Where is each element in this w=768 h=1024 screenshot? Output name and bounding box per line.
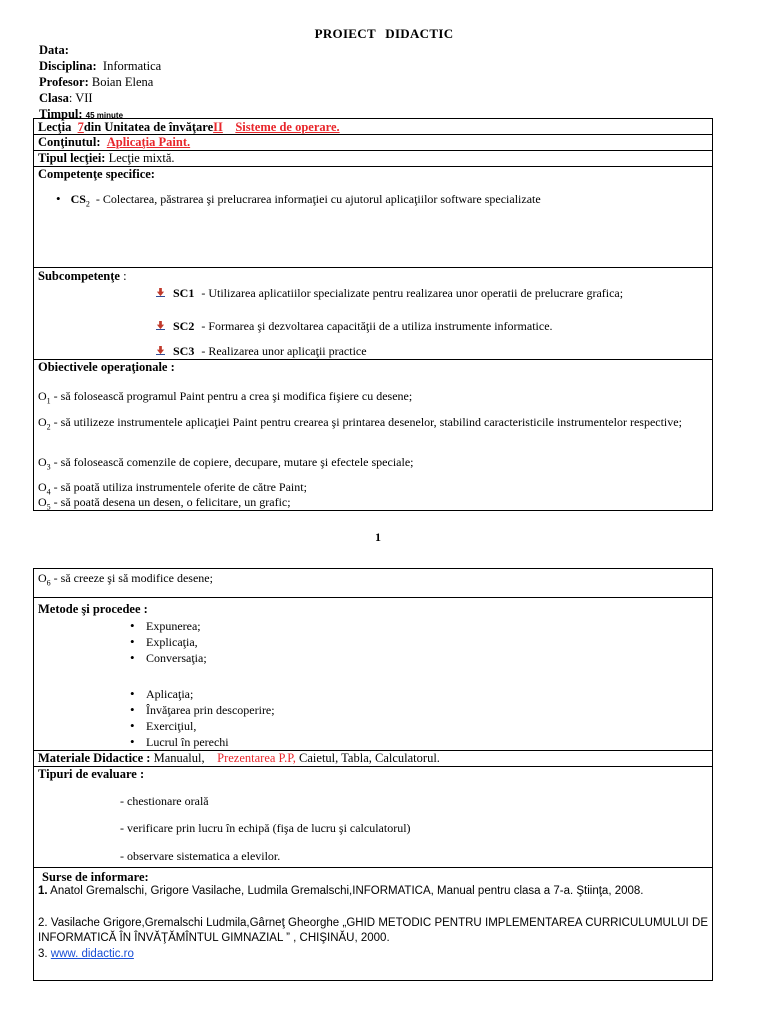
evaluation-item-1: - chestionare orală — [120, 794, 209, 808]
unit-name: Sisteme de operare. — [235, 120, 340, 134]
materials-row: Materiale Didactice : Manualul, Prezentarea P.P, Caietul, Tabla, Calculatorul. — [38, 751, 440, 765]
sources-label: Surse de informare: — [42, 870, 149, 884]
arrow-bullet-icon — [156, 288, 165, 297]
teacher-line — [39, 74, 161, 90]
subcompetence-item-1: SC1 - Utilizarea aplicatiilor specializate pentru realizarea unor operatii de prelucrare grafica; — [156, 286, 623, 301]
competence-text: - Colectarea, păstrarea şi prelucrarea informaţiei cu ajutorul aplicaţiilor software specializate — [95, 192, 541, 206]
didactic-link[interactable]: www. didactic.ro — [50, 948, 134, 960]
list-item: • Aplicaţia; — [130, 686, 275, 702]
content-label: Conţinutul: — [38, 135, 101, 149]
methods-list-2 — [130, 686, 275, 750]
list-item: • Expunerea; — [130, 618, 207, 634]
date-line — [39, 42, 161, 58]
discipline-value: Informatica — [102, 59, 162, 73]
list-item: • Explicaţia, — [130, 634, 207, 650]
subcompetence-item-3: SC3 - Realizarea unor aplicaţii practice — [156, 344, 367, 359]
content-row — [38, 135, 190, 150]
objective-item-2: $O_2$ - să utilizeze instrumentele aplicaţiei Paint pentru crearea şi printarea desenelor, stabilind caracteristicile instrumentelor respective; — [38, 415, 682, 432]
teacher-value: Boian Elena — [91, 75, 154, 89]
objective-item-6: $O_6$ - să creeze şi să modifice desene; — [38, 571, 213, 588]
arrow-bullet-icon — [156, 321, 165, 330]
competences-label: Competenţe specifice: — [38, 167, 155, 181]
methods-list-1 — [130, 618, 207, 666]
lesson-label: Lecţia — [38, 120, 72, 134]
date-label: Data: — [39, 43, 69, 57]
lesson-type-value: Lecţie mixtă. — [108, 151, 175, 165]
lesson-table-page1 — [33, 118, 713, 511]
source-item-3: 3. www. didactic.ro — [38, 948, 134, 960]
content-value: Aplicaţia Paint. — [106, 135, 191, 149]
list-item: • Învăţarea prin descoperire; — [130, 702, 275, 718]
page-number: 1 — [375, 530, 381, 544]
class-line — [39, 90, 161, 106]
competence-item: • $CS_2$ - Colectarea, păstrarea şi prelucrarea informaţiei cu ajutorul aplicaţiilor software specializate — [56, 191, 541, 209]
materials-label: Materiale Didactice : — [38, 751, 151, 765]
class-label: Clasa — [39, 91, 69, 105]
objective-item-5: $O_5$ - să poată desena un desen, o felicitare, un grafic; — [38, 495, 291, 512]
evaluation-label: Tipuri de evaluare : — [38, 767, 145, 781]
unit-number: II — [213, 120, 223, 134]
list-item: • Conversaţia; — [130, 650, 207, 666]
discipline-line — [39, 58, 161, 74]
subcompetences-label: Subcompetenţe : — [38, 269, 127, 283]
lesson-row — [38, 120, 340, 135]
source-item-1: 1. Anatol Gremalschi, Grigore Vasilache, Ludmila Gremalschi,INFORMATICA, Manual pentru clasa a 7-a. Ştiinţa, 2008. — [38, 885, 644, 897]
lesson-table-page2 — [33, 568, 713, 981]
source-item-2: 2. Vasilache Grigore,Gremalschi Ludmila,Gârneţ Gheorghe „GHID METODIC PENTRU IMPLEMENTAREA CURRICULUMULUI DE INFORMATICĂ ÎN ÎNVĂŢĂMÎNTUL GIMNAZIAL ” , CHIŞINĂU, 2000. — [38, 917, 708, 944]
class-value: : VII — [68, 91, 93, 105]
discipline-label: Disciplina: — [39, 59, 97, 73]
objectives-label: Obiectivele operaţionale : — [38, 360, 175, 374]
unit-label: din Unitatea de învăţare — [83, 120, 214, 134]
lesson-type-label: Tipul lecţiei: — [38, 151, 106, 165]
objective-item-3: $O_3$ - să folosească comenzile de copiere, decupare, mutare şi efectele speciale; — [38, 455, 414, 472]
methods-label: Metode şi procedee : — [38, 602, 148, 616]
teacher-label: Profesor: — [39, 75, 89, 89]
list-item: • Exerciţiul, — [130, 718, 275, 734]
header-block — [39, 42, 161, 124]
objective-item-1: $O_1$ - să folosească programul Paint pentru a crea şi modifica fişiere cu desene; — [38, 389, 413, 406]
list-item: • Lucrul în perechi — [130, 734, 275, 750]
document-title: PROIECT DIDACTIC — [314, 26, 454, 41]
lesson-type-row — [38, 151, 175, 166]
time-value: 45 minute — [85, 111, 124, 120]
evaluation-item-2: - verificare prin lucru în echipă (fişa de lucru şi calculatorul) — [120, 821, 411, 835]
arrow-bullet-icon — [156, 346, 165, 355]
lesson-number: 7 — [77, 120, 84, 134]
time-label: Timpul: — [39, 107, 83, 121]
evaluation-item-3: - observare sistematica a elevilor. — [120, 849, 281, 863]
objective-item-4: $O_4$ - să poată utiliza instrumentele oferite de către Paint; — [38, 480, 307, 497]
bullet-icon: • — [56, 191, 61, 206]
competence-code: CS — [70, 192, 86, 206]
materials-highlight: Prezentarea P.P, — [217, 751, 296, 765]
subcompetence-item-2: SC2 - Formarea şi dezvoltarea capacităţii de a utiliza instrumente informatice. — [156, 319, 553, 334]
